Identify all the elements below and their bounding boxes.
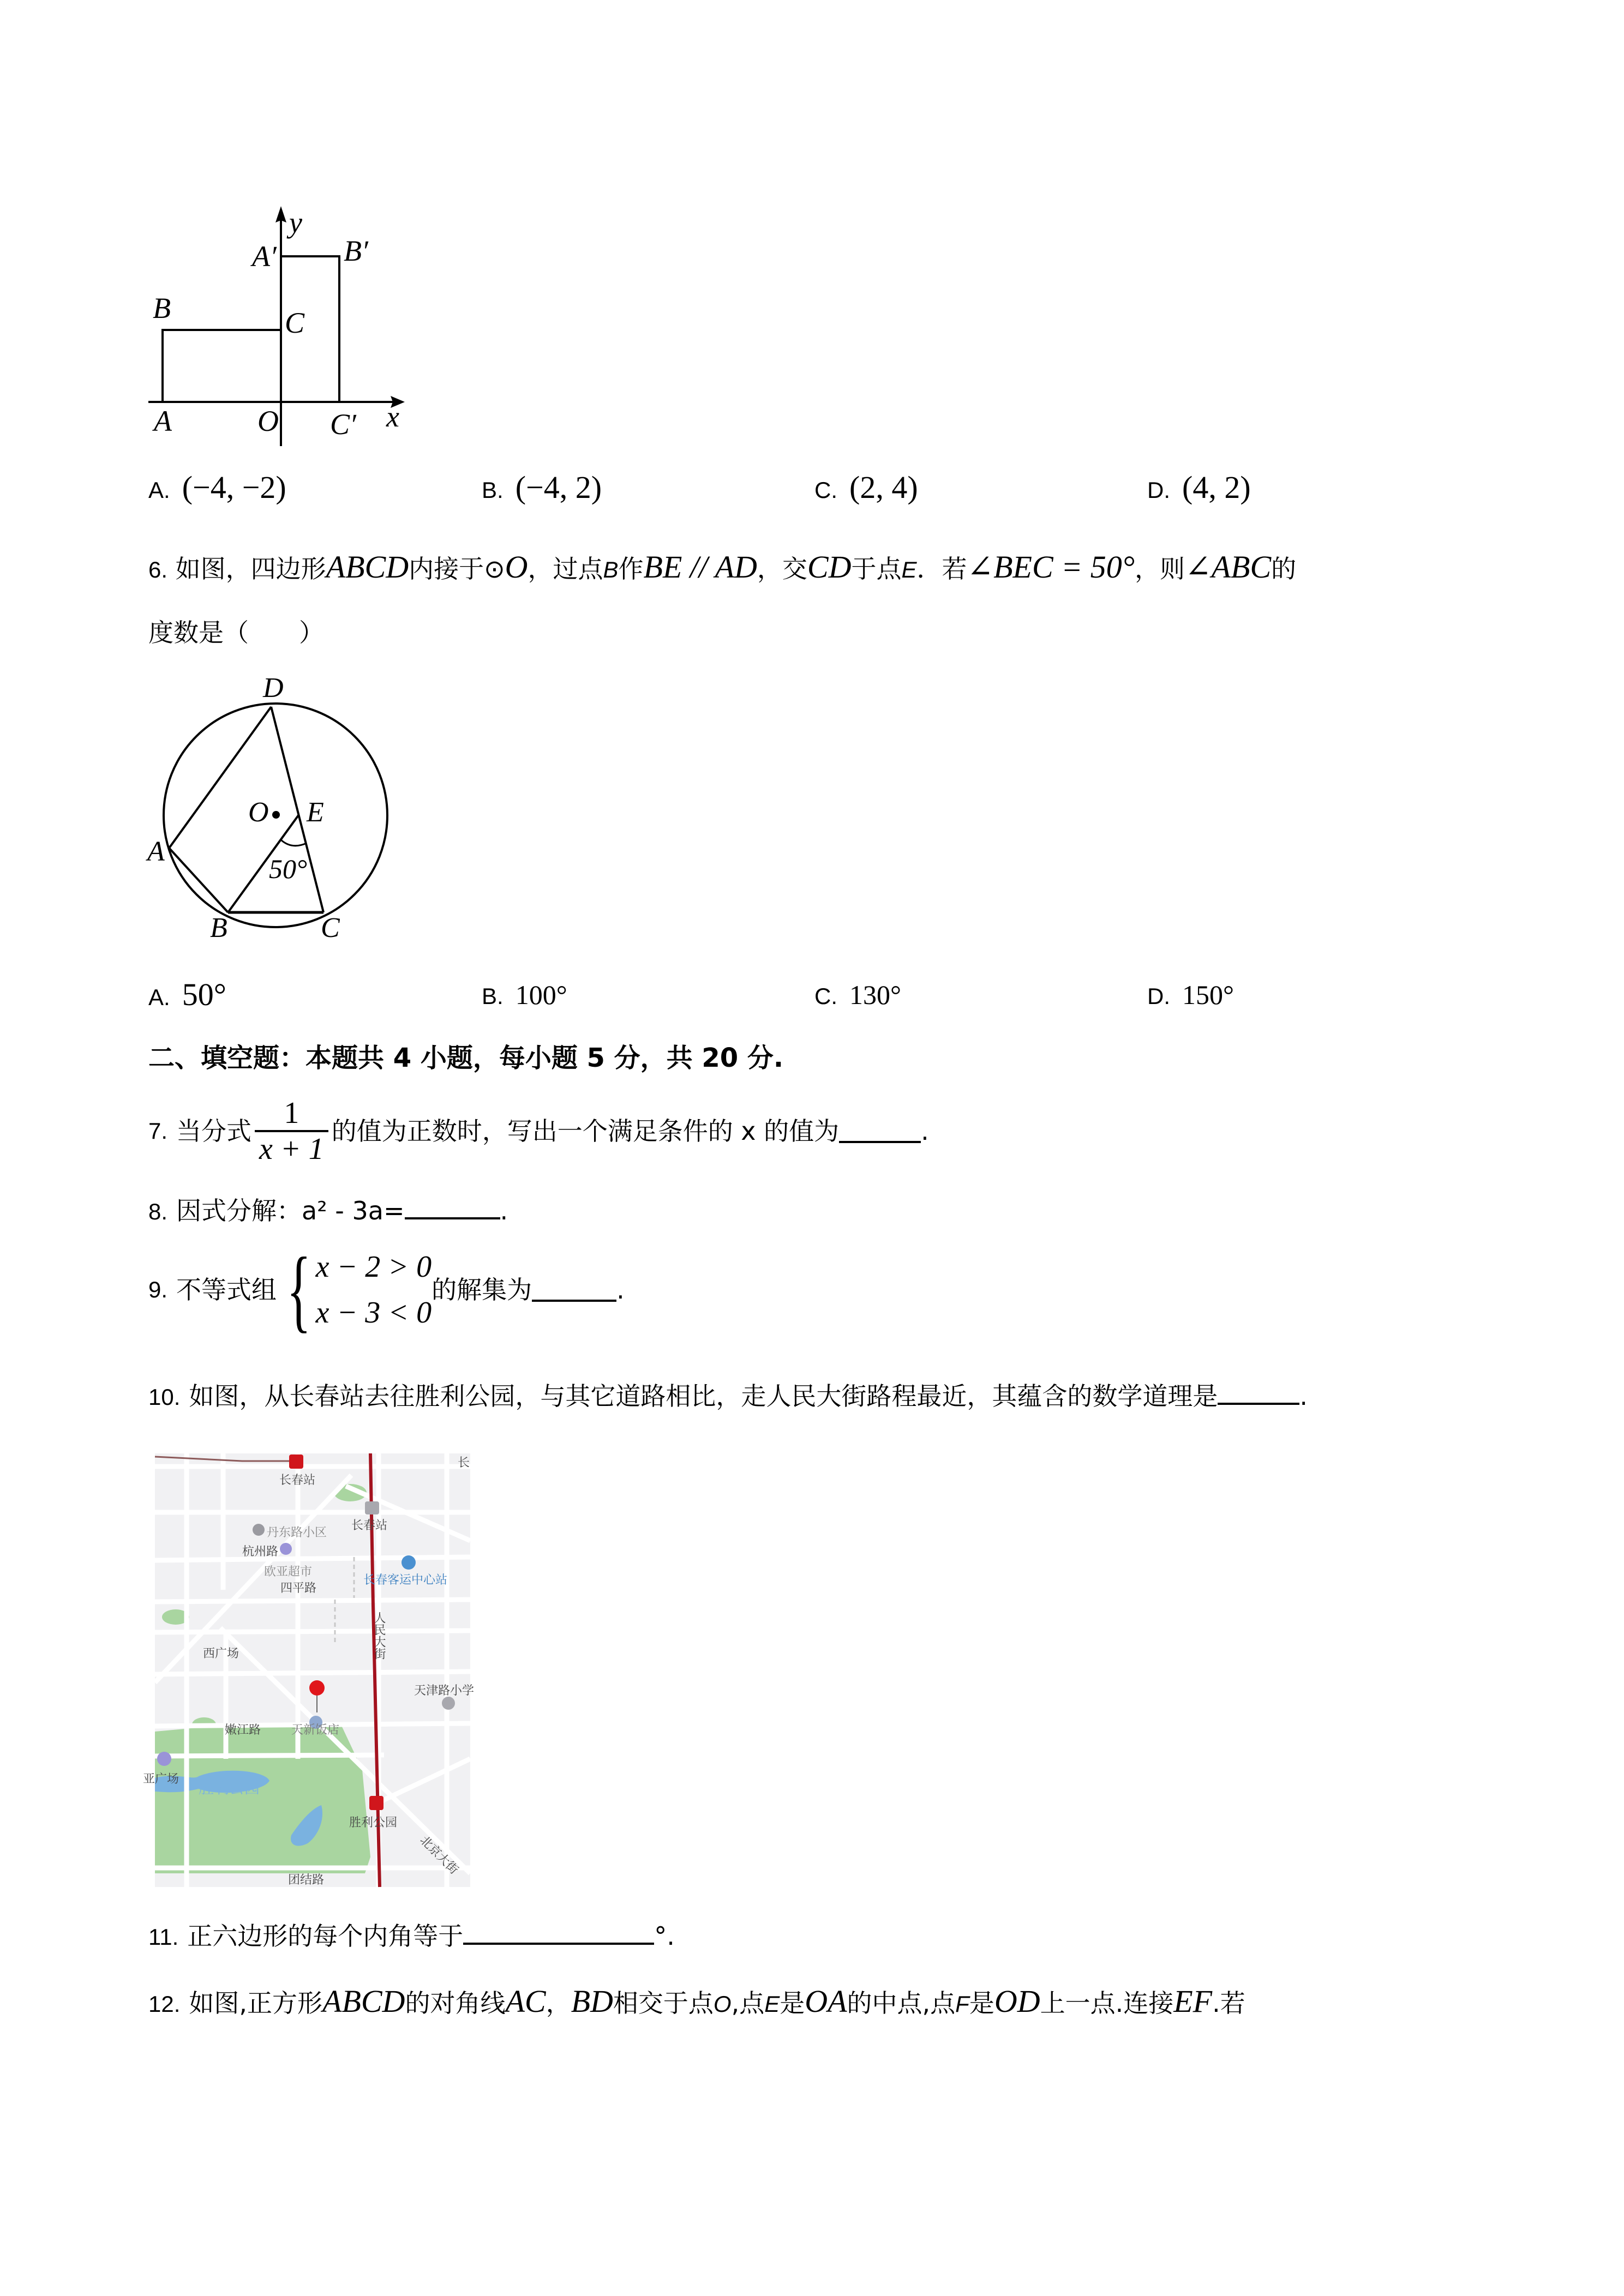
text: ， (546, 1988, 571, 2018)
label-b: B (210, 912, 227, 943)
map-label-tianxin-hotel: 天新饭店 (291, 1723, 340, 1737)
text: 相交于点 (613, 1988, 714, 2018)
option-label: B. (482, 477, 504, 503)
q9-stem (148, 1239, 625, 1341)
text: ，则 (1134, 554, 1185, 584)
map-label-tianjin-lu: 天津路小学 (414, 1684, 475, 1698)
question-number: 11. (148, 1924, 179, 1950)
option-value: (−4, −2) (182, 470, 286, 505)
fraction-numerator: 1 (284, 1096, 299, 1130)
q6-option-d[interactable] (1147, 979, 1234, 1011)
answer-blank[interactable] (463, 1921, 654, 1945)
text: 的 (1271, 554, 1297, 584)
map-label-changchun-station: 长春站 (279, 1474, 316, 1487)
text: 上一点.连接 (1040, 1988, 1174, 2018)
map-label-xi-guangchang: 西广场 (203, 1647, 239, 1661)
q6-stem-line1 (148, 551, 1296, 586)
q5-option-a[interactable] (148, 469, 286, 506)
map-label-shengli-park: 胜利公园 (199, 1779, 260, 1797)
text: . (500, 1196, 508, 1225)
point-b: B (603, 557, 619, 582)
metro-station-icon (365, 1501, 379, 1514)
q10-map-image (143, 1453, 475, 1887)
label-a-prime: A′ (252, 240, 277, 273)
text: 是 (969, 1988, 994, 2018)
q5-option-b[interactable] (482, 469, 602, 506)
q6-option-a[interactable] (148, 976, 226, 1013)
math-ac: AC (505, 1984, 546, 2019)
rectangle-abco (163, 330, 281, 402)
option-value: 150° (1182, 979, 1234, 1010)
inequality-system (277, 1239, 432, 1341)
label-y: y (289, 206, 302, 239)
text: . (1299, 1381, 1308, 1411)
option-value: 100° (515, 979, 567, 1010)
label-x: x (386, 400, 399, 433)
option-value: (−4, 2) (515, 470, 602, 505)
text: ，交 (757, 554, 807, 584)
math-o: O (505, 549, 528, 585)
answer-blank[interactable] (1218, 1381, 1299, 1405)
q8-stem (148, 1194, 508, 1228)
map-pin-icon (309, 1680, 325, 1696)
text: ，过点 (528, 554, 603, 584)
q5-option-c[interactable] (814, 469, 918, 506)
math-od: OD (994, 1984, 1040, 2019)
point-o: O (713, 1991, 732, 2017)
map-label-siping-lu: 四平路 (280, 1582, 317, 1595)
segment-ab (169, 848, 228, 912)
option-label: A. (148, 984, 170, 1010)
label-d: D (263, 672, 284, 704)
answer-blank[interactable] (839, 1119, 921, 1143)
map-label-tuanjie-lu: 团结路 (288, 1873, 325, 1887)
option-label: D. (1147, 983, 1170, 1009)
label-b: B (153, 292, 171, 324)
bus-station-icon (401, 1555, 416, 1570)
text: 如图，四边形 (175, 554, 326, 584)
question-number: 8. (148, 1199, 168, 1224)
point-f: F (955, 1991, 969, 2017)
math-angle-bec: ∠BEC = 50° (967, 549, 1135, 585)
angle-arc (281, 840, 307, 846)
fraction-denominator: x + 1 (255, 1130, 328, 1166)
math-cd: CD (807, 549, 852, 585)
y-axis-arrow-icon (275, 206, 286, 223)
fraction (255, 1096, 328, 1166)
text: 的值为正数时，写出一个满足条件的 x 的值为 (331, 1116, 840, 1146)
math-abcd: ABCD (326, 549, 409, 585)
math-be-parallel-ad: BE // AD (643, 549, 757, 585)
center-dot (272, 811, 280, 819)
question-number: 7. (148, 1118, 168, 1144)
text: 因式分解：a² - 3a= (176, 1196, 405, 1225)
text: 内接于⊙ (409, 554, 505, 584)
map-label-ouya: 欧亚超市 (264, 1565, 313, 1579)
question-number: 9. (148, 1277, 168, 1302)
option-label: D. (1147, 477, 1170, 503)
point-e: E (901, 557, 917, 582)
text: 的中点,点 (847, 1988, 956, 2018)
text: 如图，从长春站去往胜利公园，与其它道路相比，走人民大街路程最近，其蕴含的数学道理是 (189, 1381, 1218, 1411)
math-bd: BD (571, 1984, 613, 2019)
answer-blank[interactable] (405, 1195, 500, 1219)
map-roads (155, 1453, 475, 1887)
label-a: A (147, 836, 165, 867)
map-label-changchun-station-metro: 长春站 (351, 1519, 388, 1532)
math-oa: OA (805, 1984, 847, 2019)
map-label-ya-guangchang: 亚广场 (143, 1772, 179, 1786)
q11-stem (148, 1920, 675, 1954)
shop-icon (280, 1543, 292, 1555)
house-icon (253, 1524, 265, 1536)
q6-option-b[interactable] (482, 979, 567, 1011)
label-o: O (248, 797, 269, 828)
q5-coordinate-figure (136, 191, 491, 464)
text: 如图,正方形 (189, 1988, 323, 2018)
label-e: E (307, 797, 324, 828)
option-value: (4, 2) (1182, 470, 1251, 505)
label-c-prime: C′ (330, 408, 356, 441)
map-label-dandong-lu: 丹东路小区 (267, 1526, 327, 1540)
option-label: B. (482, 983, 504, 1009)
text: . (616, 1275, 625, 1305)
school-icon (442, 1697, 455, 1710)
text: 当分式 (176, 1116, 252, 1146)
map-label-beijing-street: 北京大街 (417, 1833, 461, 1877)
q7-stem (148, 1096, 929, 1166)
label-c: C (285, 306, 305, 339)
answer-blank[interactable] (532, 1278, 616, 1302)
text: 作 (618, 554, 644, 584)
map-label-shengli-park-station: 胜利公园 (349, 1816, 398, 1830)
text: 正六边形的每个内角等于 (187, 1921, 464, 1951)
question-number: 6. (148, 557, 168, 582)
inequality-row-1: x − 2 > 0 (315, 1250, 432, 1284)
text: ,点 (731, 1988, 765, 2018)
section-2-title: 二、填空题：本题共 4 小题，每小题 5 分，共 20 分. (148, 1043, 784, 1073)
map-label-top-right: 长 (458, 1456, 470, 1470)
brace-icon: { (286, 1239, 311, 1341)
point-e: E (764, 1991, 780, 2017)
map-label-renmin-street: 人民大街 (372, 1612, 386, 1660)
text: .若 (1212, 1988, 1245, 2018)
option-label: C. (814, 983, 837, 1009)
label-angle-50: 50° (269, 854, 307, 884)
inequality-row-2: x − 3 < 0 (315, 1296, 432, 1330)
rail-station-icon (289, 1454, 303, 1469)
text: . (921, 1116, 929, 1146)
text: 于点 (851, 554, 902, 584)
text: ．若 (916, 554, 967, 584)
question-number: 10. (148, 1384, 181, 1410)
option-value: 130° (849, 979, 901, 1010)
text: 的对角线 (405, 1988, 506, 2018)
q6-stem-line2: 度数是（ ） (148, 618, 324, 647)
q5-option-d[interactable] (1147, 469, 1251, 506)
map-label-nenjiang-lu: 嫩江路 (225, 1723, 261, 1737)
option-label: C. (814, 477, 837, 503)
text: °. (654, 1921, 675, 1951)
option-value: 50° (182, 977, 226, 1012)
math-abcd: ABCD (322, 1984, 405, 2019)
mall-icon (157, 1752, 171, 1766)
option-label: A. (148, 477, 170, 503)
label-b-prime: B′ (344, 235, 368, 267)
text: 是 (780, 1988, 805, 2018)
text: 不等式组 (176, 1275, 277, 1305)
q12-stem (148, 1985, 1245, 2021)
label-o: O (257, 405, 279, 437)
math-angle-abc: ∠ABC (1184, 549, 1272, 585)
shengli-station-icon (369, 1796, 383, 1810)
option-value: (2, 4) (849, 470, 918, 505)
text: 的解集为 (432, 1275, 532, 1305)
q10-stem (148, 1380, 1308, 1414)
q6-circle-figure (136, 665, 409, 954)
label-a: A (154, 405, 172, 437)
label-c: C (321, 912, 340, 943)
map-label-hangzhou-lu: 杭州路 (242, 1545, 279, 1559)
question-number: 12. (148, 1991, 181, 2017)
q6-option-c[interactable] (814, 979, 901, 1011)
map-label-bus-center: 长春客运中心站 (363, 1573, 448, 1587)
math-ef: EF (1173, 1984, 1213, 2019)
